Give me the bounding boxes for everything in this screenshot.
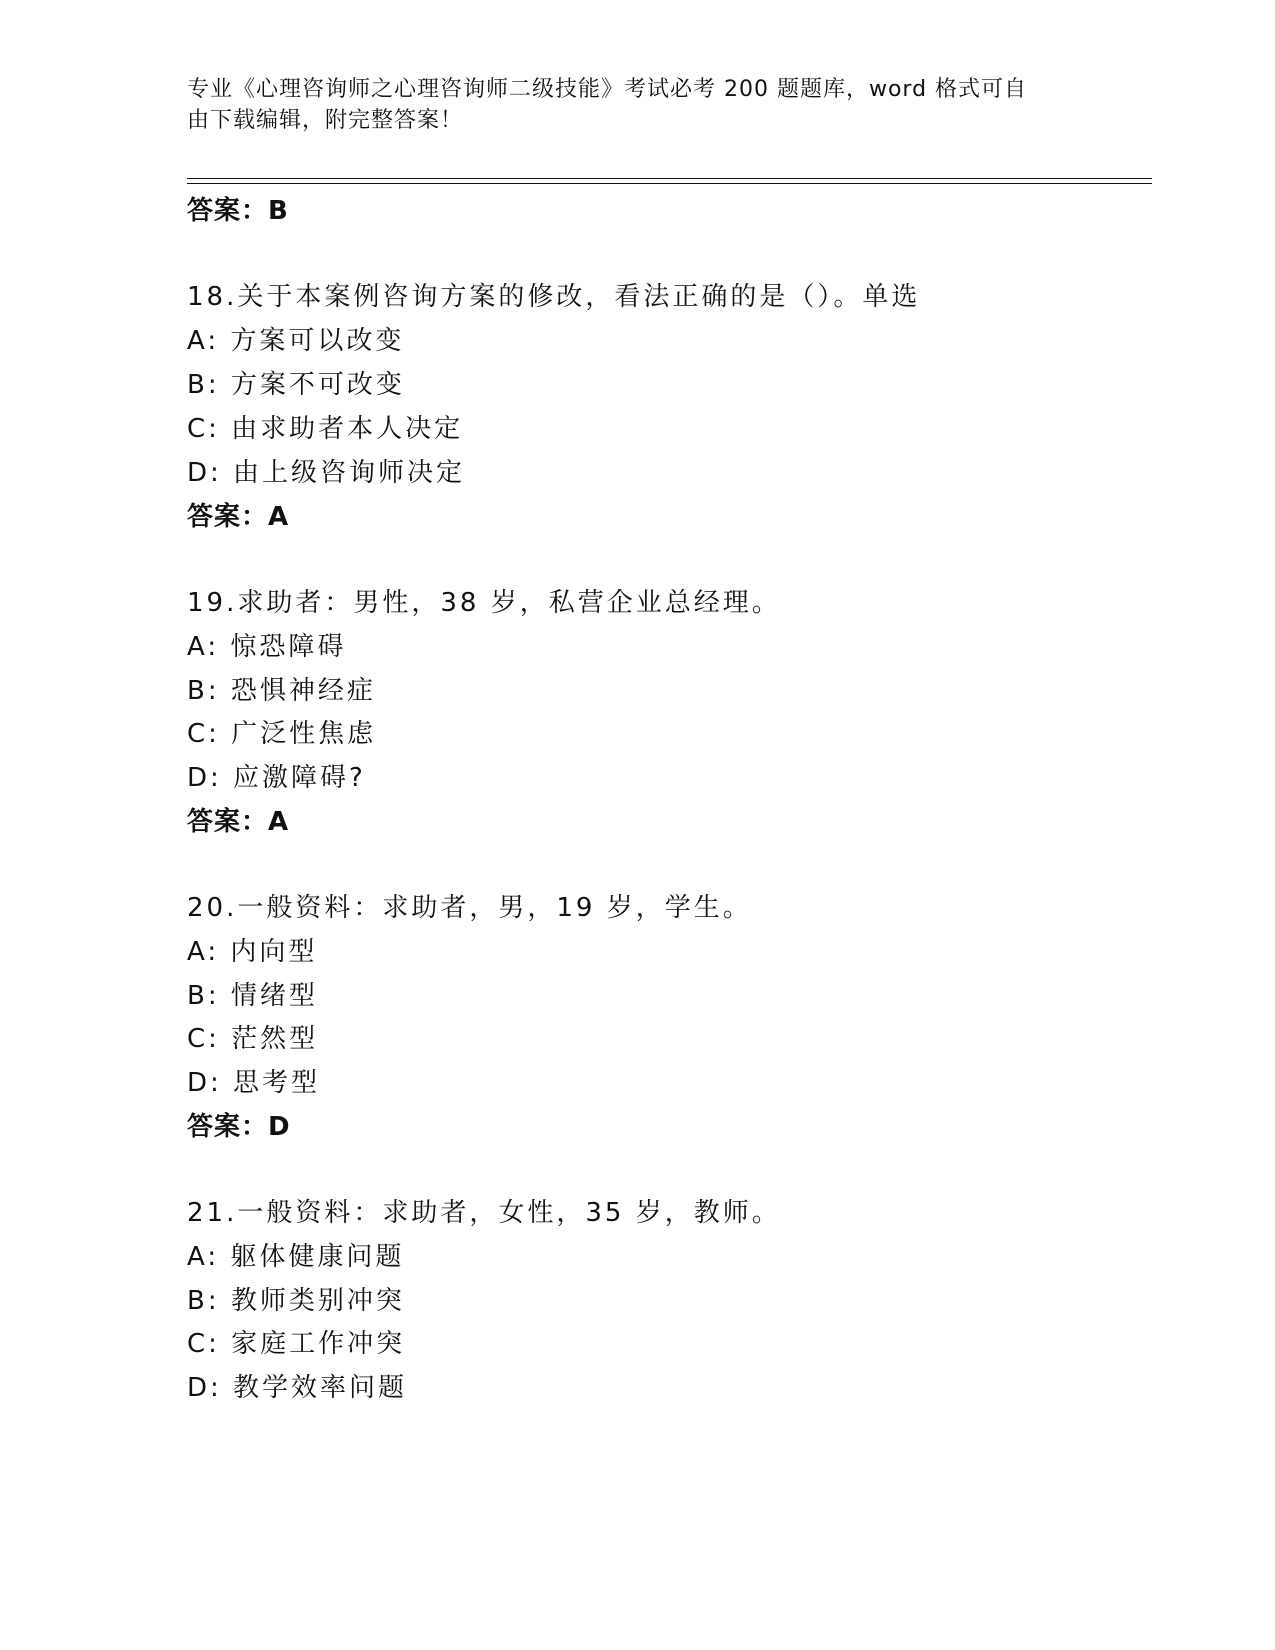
question-21-option-a: A: 躯体健康问题 (187, 1242, 405, 1272)
question-19-option-c: C: 广泛性焦虑 (187, 719, 377, 749)
question-20-option-b: B: 情绪型 (187, 981, 318, 1011)
question-18-stem: 18.关于本案例咨询方案的修改，看法正确的是（）。单选 (187, 282, 921, 312)
header-line-2: 由下载编辑，附完整答案！ (187, 108, 464, 133)
question-19-option-a: A: 惊恐障碍 (187, 632, 347, 662)
question-18-answer: 答案：A (187, 502, 290, 532)
question-19-option-b: B: 恐惧神经症 (187, 676, 376, 706)
question-21-option-b: B: 教师类别冲突 (187, 1286, 405, 1316)
question-20-option-d: D: 思考型 (187, 1068, 321, 1098)
question-19-answer: 答案：A (187, 807, 290, 837)
answer-17: 答案：B (187, 196, 289, 226)
question-18-option-c: C: 由求助者本人决定 (187, 414, 464, 444)
question-19-stem: 19.求助者：男性，38 岁，私营企业总经理。 (187, 588, 781, 618)
question-19-option-d: D: 应激障碍? (187, 763, 366, 793)
header-rule-bottom (187, 183, 1152, 184)
question-21-stem: 21.一般资料：求助者，女性，35 岁，教师。 (187, 1198, 781, 1228)
question-20-option-c: C: 茫然型 (187, 1024, 319, 1054)
question-18-option-d: D: 由上级咨询师决定 (187, 458, 466, 488)
question-21-option-c: C: 家庭工作冲突 (187, 1329, 406, 1359)
question-20-answer: 答案：D (187, 1112, 291, 1142)
question-20-option-a: A: 内向型 (187, 937, 318, 967)
question-18-option-b: B: 方案不可改变 (187, 370, 405, 400)
header-line-1: 专业《心理咨询师之心理咨询师二级技能》考试必考 200 题题库，word 格式可自 (187, 77, 1028, 102)
header-rule-top (187, 178, 1152, 179)
question-21-option-d: D: 教学效率问题 (187, 1373, 408, 1403)
document-header (187, 74, 1067, 136)
question-20-stem: 20.一般资料：求助者，男，19 岁，学生。 (187, 893, 752, 923)
question-18-option-a: A: 方案可以改变 (187, 326, 405, 356)
